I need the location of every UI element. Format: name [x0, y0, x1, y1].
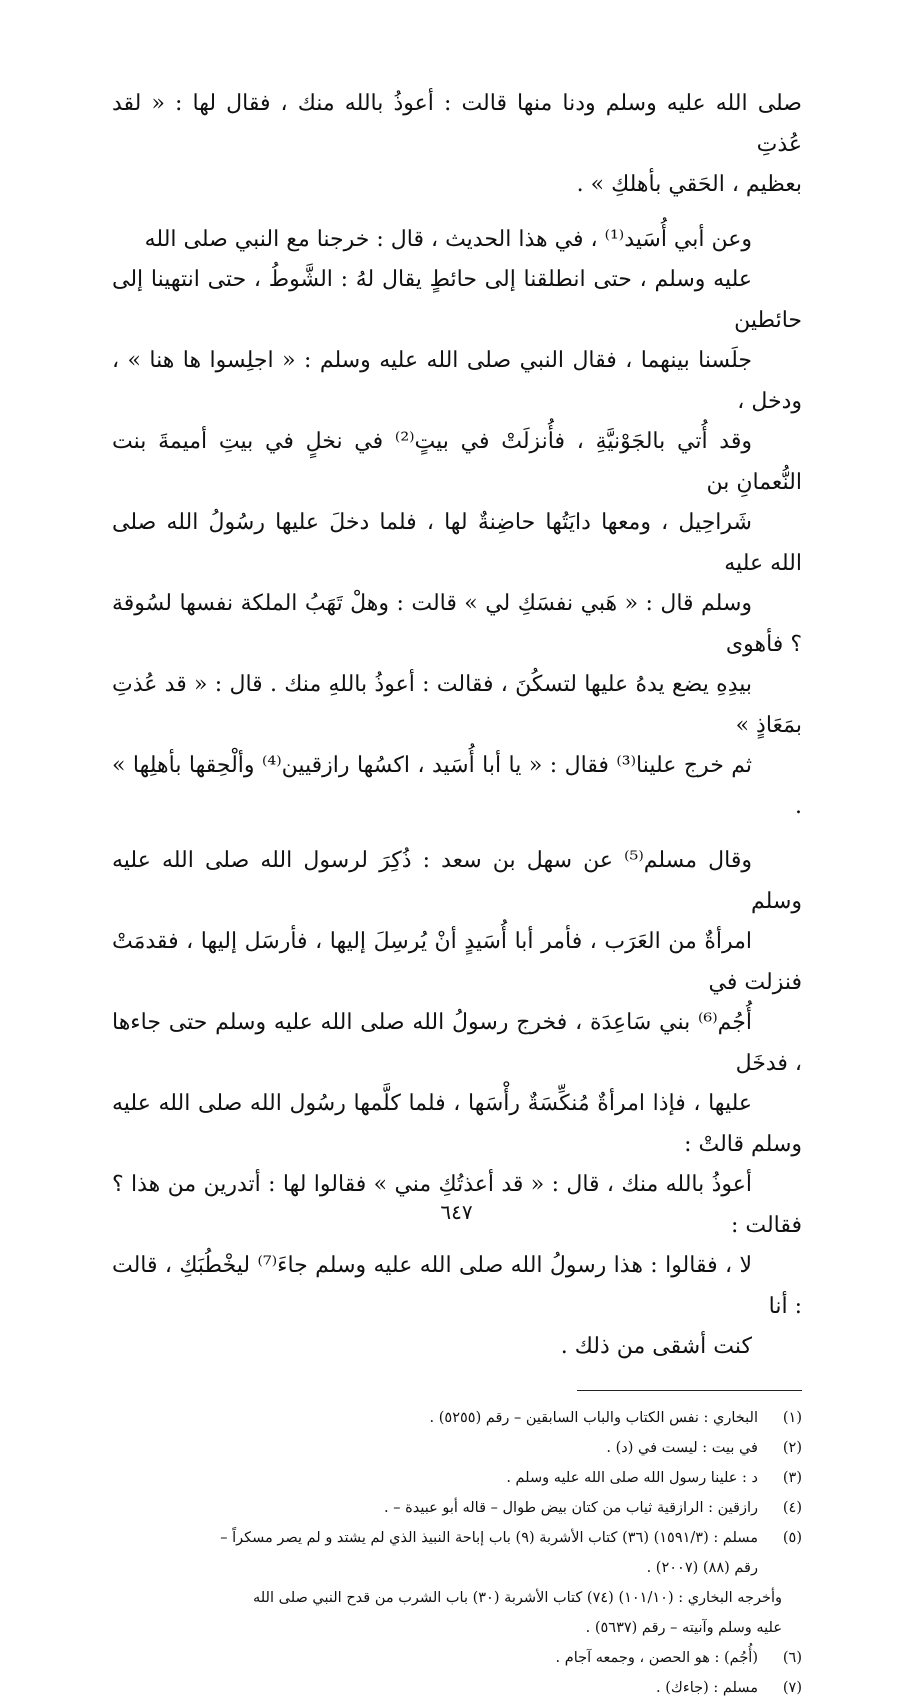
page — [112, 84, 802, 1696]
text-line: وعن أبي أُسَيد⁽¹⁾ ، في هذا الحديث ، قال : خرجنا مع النبي صلى الله — [144, 226, 752, 252]
footnote-separator — [577, 1390, 802, 1391]
text-line: ثم خرج علينا⁽³⁾ فقال : « يا أبا أُسَيد ، اكسُها رازقيين⁽⁴⁾ وألْحِقها بأهلِها » . — [112, 753, 802, 819]
footnote-text: (أُجُم) : هو الحصن ، وجمعه آجام . — [555, 1649, 758, 1666]
footnote-extra-line: عليه وسلم وآنيته – رقم (٥٦٣٧) . — [585, 1619, 782, 1636]
footnote — [112, 1643, 802, 1673]
footnote-number: (١) — [782, 1409, 802, 1426]
footnote-text: مسلم : (جاءك) . — [656, 1679, 758, 1696]
footnote-text: البخاري : نفس الكتاب والباب السابقين – رقم (٥٢٥٥) . — [429, 1409, 758, 1426]
text-line: بعظيم ، الحَقي بأهلكِ » . — [576, 172, 802, 197]
footnote-number: (٦) — [782, 1649, 802, 1666]
footnote-number: (٢) — [782, 1439, 802, 1456]
page-number: ٦٤٧ — [440, 1200, 473, 1224]
text-line: جلَسنا بينهما ، فقال النبي صلى الله عليه وسلم : « اجلِسوا ها هنا » ، ودخل ، — [112, 348, 802, 414]
footnote-number: (٣) — [782, 1469, 802, 1486]
footnote-continuation: رقم (٨٨) (٢٠٠٧) . — [646, 1559, 758, 1576]
footnote-number: (٤) — [782, 1499, 802, 1516]
footnote-number: (٥) — [782, 1529, 802, 1546]
text-line: صلى الله عليه وسلم ودنا منها قالت : أعوذُ بالله منك ، فقال لها : « لقد عُذتِ — [112, 91, 802, 157]
text-line: أُجُم⁽⁶⁾ بني سَاعِدَة ، فخرج رسولُ الله صلى الله عليه وسلم حتى جاءها ، فدخَل — [112, 1010, 802, 1076]
footnote-number: (٧) — [782, 1679, 802, 1696]
text-line: كنت أشقى من ذلك . — [560, 1334, 752, 1359]
paragraph-2 — [112, 220, 802, 828]
footnote-text: مسلم : (١٥٩١/٣) (٣٦) كتاب الأشربة (٩) باب إباحة النبيذ الذي لم يشتد و لم يصر مسكراً – — [220, 1529, 758, 1546]
footnote — [112, 1403, 802, 1433]
footnote-text: في بيت : ليست في (د) . — [606, 1439, 758, 1456]
footnote-text: د : علينا رسول الله صلى الله عليه وسلم . — [506, 1469, 758, 1486]
footnote-text: رازقين : الرازقية ثياب من كتان بيض طوال – قاله أبو عبيدة – . — [384, 1499, 758, 1516]
footnote — [112, 1673, 802, 1703]
text-line: عليه وسلم ، حتى انطلقنا إلى حائطٍ يقال لهُ : الشَّوطُ ، حتى انتهينا إلى حائطين — [112, 267, 802, 333]
footnote-extra-line: وأخرجه البخاري : (١٠١/١٠) (٧٤) كتاب الأشربة (٣٠) باب الشرب من قدح النبي صلى الله — [252, 1589, 782, 1606]
footnotes — [112, 1403, 802, 1703]
text-line: امرأةٌ من العَرَب ، فأمر أبا أُسَيدٍ أنْ يُرسِلَ إليها ، فأرسَل إليها ، فقدمَتْ فنزلت في — [112, 929, 802, 995]
footnote — [112, 1463, 802, 1493]
text-line: وقد أُتي بالجَوْنيَّةِ ، فأُنزلَتْ في بيتٍ⁽²⁾ في نخلٍ في بيتِ أميمةَ بنت النُّعمانِ بن — [112, 429, 802, 495]
text-line: لا ، فقالوا : هذا رسولُ الله صلى الله عليه وسلم جاءَ⁽⁷⁾ ليخْطُبَكِ ، قالت : أنا — [112, 1253, 802, 1319]
text-line: وقال مسلم⁽⁵⁾ عن سهل بن سعد : ذُكِرَ لرسول الله صلى الله عليه وسلم — [112, 848, 802, 914]
footnote — [112, 1493, 802, 1523]
text-line: بيدِهِ يضع يدهُ عليها لتسكُنَ ، فقالت : أعوذُ باللهِ منك . قال : « قد عُذتِ بمَعَاذٍ » — [112, 672, 802, 738]
text-line: وسلم قال : « هَبي نفسَكِ لي » قالت : وهلْ تَهَبُ الملكة نفسها لسُوقة ؟ فأهوى — [112, 591, 802, 657]
text-line: عليها ، فإذا امرأةٌ مُنكِّسَةٌ رأْسَها ، فلما كلَّمها رسُول الله صلى الله عليه وسلم قالتْ : — [112, 1091, 802, 1157]
paragraph-1 — [112, 84, 802, 206]
text-line: شَراحِيل ، ومعها دايَتُها حاضِنةٌ لها ، فلما دخلَ عليها رسُولُ الله صلى الله عليه — [112, 510, 802, 576]
footnote — [112, 1523, 802, 1553]
footnote — [112, 1433, 802, 1463]
paragraph-3 — [112, 841, 802, 1368]
text-line: أعوذُ بالله منك ، قال : « قد أعذتُكِ مني » فقالوا لها : أتدرين من هذا ؟ فقالت : — [112, 1172, 802, 1238]
